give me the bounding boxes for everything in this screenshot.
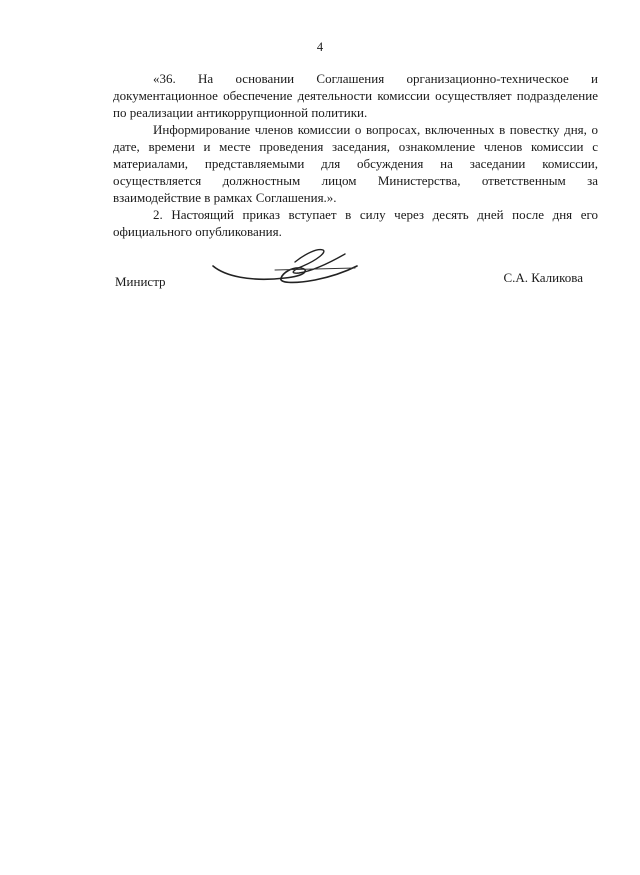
- signatory-title: Министр: [115, 274, 166, 289]
- paragraph-effective-date: 2. Настоящий приказ вступает в силу через десять дней после дня его официального опубликования.: [113, 207, 598, 239]
- document-body: [113, 70, 598, 240]
- signature-block: [0, 270, 640, 296]
- signatory-name: С.А. Каликова: [503, 270, 583, 285]
- handwritten-signature: [205, 240, 365, 296]
- page-number: 4: [316, 40, 324, 54]
- paragraph-clause-36: «36. На основании Соглашения организационно-техническое и документационное обеспечение деятельности комиссии осуществляет подразделение по реализации антикоррупционной политики.: [113, 71, 598, 120]
- paragraph-informing-members: Информирование членов комиссии о вопросах, включенных в повестку дня, о дате, времени и месте проведения заседания, ознакомление членов комиссии с материалами, представляемыми для обсуждения на заседании комиссии, осуществляется должностным лицом Министерства, ответственным за взаимодействие в рамках Соглашения.».: [113, 122, 598, 205]
